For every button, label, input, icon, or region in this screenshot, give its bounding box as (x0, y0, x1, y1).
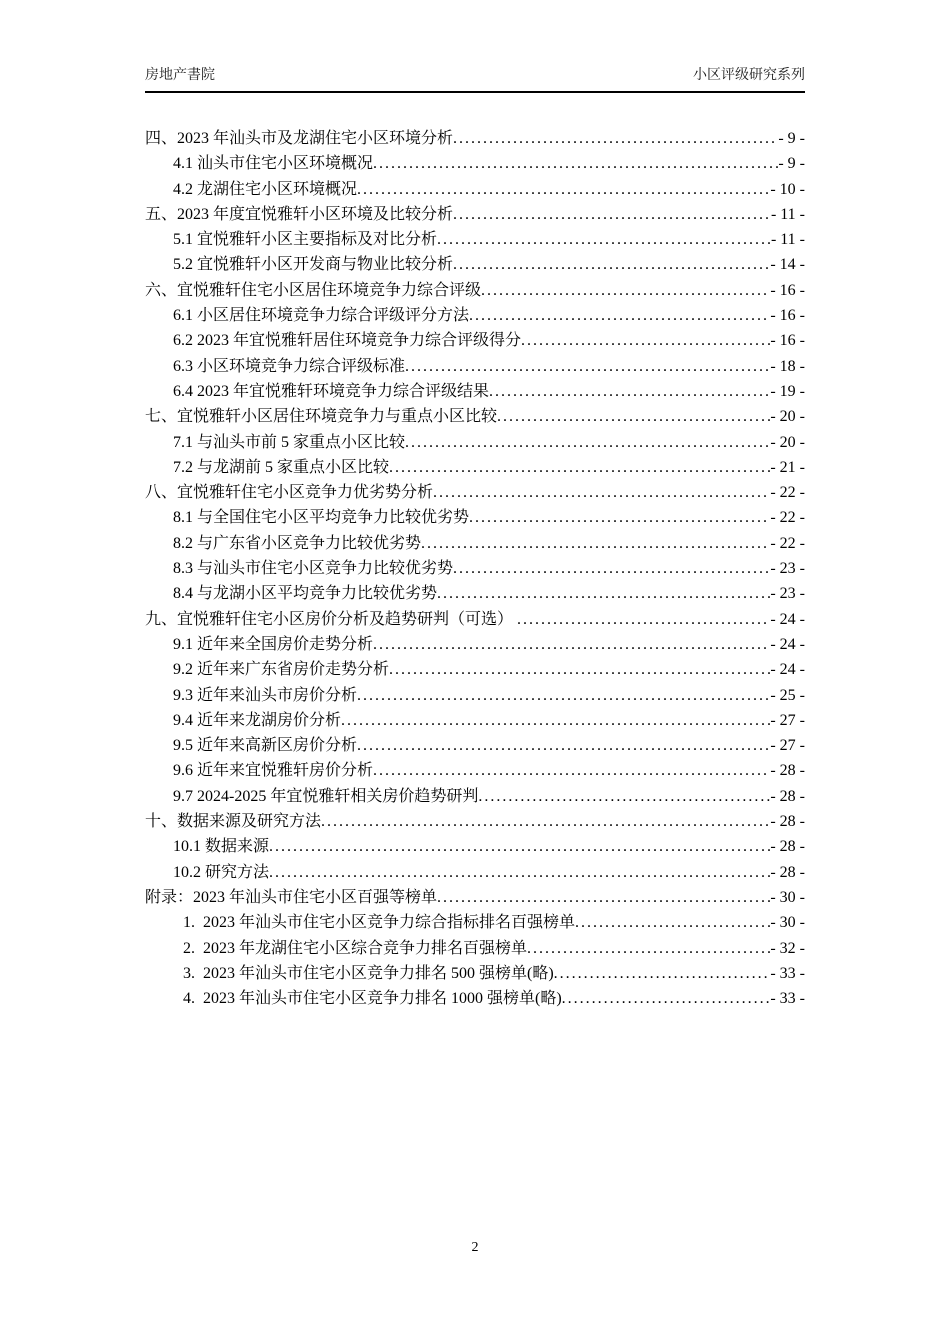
toc-dot-leader (453, 556, 770, 581)
toc-page-number: - 14 - (770, 256, 805, 274)
toc-entry (145, 936, 805, 961)
toc-page-number: - 28 - (770, 838, 805, 856)
toc-dot-leader (269, 860, 770, 885)
toc-entry-text: 四、2023 年汕头市及龙湖住宅小区环境分析 (145, 130, 454, 147)
toc-page-number: - 11 - (770, 205, 805, 223)
page-header (145, 64, 805, 93)
toc-dot-leader (357, 733, 770, 758)
toc-page-number: - 11 - (770, 231, 805, 249)
toc-entry (145, 455, 805, 480)
toc-entry (145, 581, 805, 606)
toc-entry-text: 6.1 小区居住环境竞争力综合评级评分方法 (173, 307, 470, 325)
toc-entry-text: 7.2 与龙湖前 5 家重点小区比较 (173, 458, 390, 476)
toc-dot-leader (433, 480, 770, 505)
toc-entry (145, 303, 805, 328)
toc-dot-leader (481, 278, 770, 303)
toc-page-number: - 20 - (770, 433, 805, 451)
toc-page-number: - 10 - (770, 180, 805, 198)
toc-dot-leader (527, 936, 770, 961)
toc-entry-text: 十、数据来源及研究方法 (145, 813, 322, 831)
toc-dot-leader (469, 505, 770, 530)
toc-dot-leader (389, 455, 770, 480)
toc-page-number: - 30 - (770, 888, 805, 906)
toc-entry (145, 354, 805, 379)
toc-entry-text: 六、宜悦雅轩住宅小区居住环境竞争力综合评级 (145, 281, 482, 299)
toc-page-number: - 16 - (770, 281, 805, 299)
toc-entry (145, 328, 805, 353)
toc-entry-text: 6.3 小区环境竞争力综合评级标准 (173, 357, 406, 375)
toc-dot-leader (469, 303, 770, 328)
toc-entry (145, 480, 805, 505)
toc-entry (145, 404, 805, 429)
toc-entry (145, 151, 805, 176)
toc-page-number: - 25 - (770, 686, 805, 704)
toc-entry-text: 九、宜悦雅轩住宅小区房价分析及趋势研判（可选） (145, 610, 518, 628)
toc-entry (145, 733, 805, 758)
toc-dot-leader (437, 581, 770, 606)
toc-page-number: - 23 - (770, 560, 805, 578)
toc-dot-leader (357, 683, 770, 708)
toc-entry-text: 八、宜悦雅轩住宅小区竞争力优劣势分析 (145, 484, 434, 502)
toc-dot-leader (357, 177, 770, 202)
toc-entry (145, 252, 805, 277)
toc-entry-text: 附录：2023 年汕头市住宅小区百强等榜单 (145, 888, 438, 906)
toc-entry (145, 227, 805, 252)
toc-page-number: - 32 - (770, 939, 805, 957)
toc-entry-text: 8.4 与龙湖小区平均竞争力比较优劣势 (173, 585, 438, 603)
toc-dot-leader (321, 809, 770, 834)
toc-dot-leader (373, 758, 770, 783)
toc-dot-leader (517, 607, 770, 632)
toc-entry (145, 278, 805, 303)
toc-page-number: - 22 - (770, 534, 805, 552)
toc-entry-text: 9.1 近年来全国房价走势分析 (173, 635, 374, 653)
toc-dot-leader (437, 885, 770, 910)
toc-page-number: - 28 - (770, 787, 805, 805)
toc-entry (145, 758, 805, 783)
toc-page-number: - 22 - (770, 509, 805, 527)
toc-entry (145, 379, 805, 404)
toc-entry-text: 10.1 数据来源 (173, 838, 270, 856)
toc-page-number: - 33 - (770, 990, 805, 1008)
toc-entry (145, 809, 805, 834)
toc-entry-text: 8.2 与广东省小区竞争力比较优劣势 (173, 534, 422, 552)
toc-entry (145, 531, 805, 556)
toc-page-number: - 24 - (770, 635, 805, 653)
toc-entry-text: 7.1 与汕头市前 5 家重点小区比较 (173, 433, 406, 451)
toc-entry-text: 9.7 2024-2025 年宜悦雅轩相关房价趋势研判 (173, 787, 479, 805)
toc-entry-text: 6.4 2023 年宜悦雅轩环境竞争力综合评级结果 (173, 382, 490, 400)
toc-entry-text: 6.2 2023 年宜悦雅轩居住环境竞争力综合评级得分 (173, 332, 522, 350)
toc-page-number: - 30 - (770, 914, 805, 932)
toc-entry-text: 3. 2023 年汕头市住宅小区竞争力排名 500 强榜单(略) (183, 964, 554, 982)
toc-dot-leader (575, 910, 770, 935)
toc-entry-text: 5.1 宜悦雅轩小区主要指标及对比分析 (173, 231, 438, 249)
toc-entry-text: 五、2023 年度宜悦雅轩小区环境及比较分析 (145, 205, 454, 223)
toc-page-number: - 16 - (770, 332, 805, 350)
toc-dot-leader (269, 834, 770, 859)
toc-entry-text: 9.6 近年来宜悦雅轩房价分析 (173, 762, 374, 780)
toc-entry (145, 177, 805, 202)
toc-page-number: - 18 - (770, 357, 805, 375)
toc-dot-leader (421, 531, 770, 556)
toc-entry-text: 1. 2023 年汕头市住宅小区竞争力综合指标排名百强榜单 (183, 914, 576, 932)
toc-entry-text: 4.2 龙湖住宅小区环境概况 (173, 180, 358, 198)
toc-page-number: - 9 - (778, 130, 805, 147)
toc-dot-leader (554, 961, 771, 986)
footer-page-number: 2 (471, 1240, 479, 1255)
toc-entry (145, 202, 805, 227)
toc-entry-text: 2. 2023 年龙湖住宅小区综合竞争力排名百强榜单 (183, 939, 528, 957)
toc-entry (145, 860, 805, 885)
toc-entry (145, 910, 805, 935)
toc-dot-leader (489, 379, 770, 404)
toc-page-number: - 9 - (778, 155, 805, 173)
toc-page-number: - 16 - (770, 307, 805, 325)
toc-entry (145, 126, 805, 151)
toc-page-number: - 22 - (770, 484, 805, 502)
toc-entry (145, 986, 805, 1011)
toc-entry-text: 8.1 与全国住宅小区平均竞争力比较优劣势 (173, 509, 470, 527)
toc-dot-leader (341, 708, 770, 733)
toc-entry-text: 4. 2023 年汕头市住宅小区竞争力排名 1000 强榜单(略) (183, 990, 562, 1008)
toc-dot-leader (405, 354, 770, 379)
toc-dot-leader (562, 986, 771, 1011)
toc-entry (145, 961, 805, 986)
toc-page-number: - 20 - (770, 408, 805, 426)
toc-dot-leader (437, 227, 771, 252)
toc-entry-text: 9.5 近年来高新区房价分析 (173, 737, 358, 755)
toc-entry (145, 430, 805, 455)
toc-dot-leader (453, 202, 771, 227)
toc-entry-text: 七、宜悦雅轩小区居住环境竞争力与重点小区比较 (145, 408, 498, 426)
toc-list (145, 126, 805, 1011)
toc-dot-leader (453, 252, 770, 277)
toc-entry-text: 5.2 宜悦雅轩小区开发商与物业比较分析 (173, 256, 454, 274)
toc-page-number: - 21 - (770, 458, 805, 476)
toc-entry-text: 9.4 近年来龙湖房价分析 (173, 711, 342, 729)
toc-page-number: - 24 - (770, 610, 805, 628)
toc-entry (145, 607, 805, 632)
toc-page-number: - 24 - (770, 661, 805, 679)
toc-dot-leader (497, 404, 770, 429)
toc-entry (145, 505, 805, 530)
toc-page-number: - 23 - (770, 585, 805, 603)
toc-dot-leader (389, 657, 770, 682)
toc-entry (145, 683, 805, 708)
toc-page-number: - 27 - (770, 737, 805, 755)
toc-entry-text: 8.3 与汕头市住宅小区竞争力比较优劣势 (173, 560, 454, 578)
toc-entry (145, 556, 805, 581)
toc-dot-leader (373, 632, 770, 657)
toc-entry-text: 4.1 汕头市住宅小区环境概况 (173, 155, 374, 173)
toc-entry (145, 708, 805, 733)
toc-entry-text: 9.3 近年来汕头市房价分析 (173, 686, 358, 704)
toc-entry (145, 834, 805, 859)
header-right-text: 小区评级研究系列 (693, 66, 805, 82)
toc-entry-text: 10.2 研究方法 (173, 863, 270, 881)
toc-entry (145, 657, 805, 682)
toc-entry (145, 784, 805, 809)
toc-page-number: - 19 - (770, 382, 805, 400)
toc-page-number: - 27 - (770, 711, 805, 729)
toc-dot-leader (373, 151, 778, 176)
toc-page-number: - 28 - (770, 813, 805, 831)
toc-entry-text: 9.2 近年来广东省房价走势分析 (173, 661, 390, 679)
toc-page-number: - 28 - (770, 762, 805, 780)
toc-dot-leader (405, 430, 770, 455)
toc-entry (145, 632, 805, 657)
toc-page-number: - 28 - (770, 863, 805, 881)
toc-entry (145, 885, 805, 910)
toc-dot-leader (453, 126, 778, 151)
toc-dot-leader (521, 328, 770, 353)
toc-page-number: - 33 - (770, 964, 805, 982)
toc-dot-leader (478, 784, 770, 809)
header-left-text: 房地产書院 (145, 66, 215, 82)
